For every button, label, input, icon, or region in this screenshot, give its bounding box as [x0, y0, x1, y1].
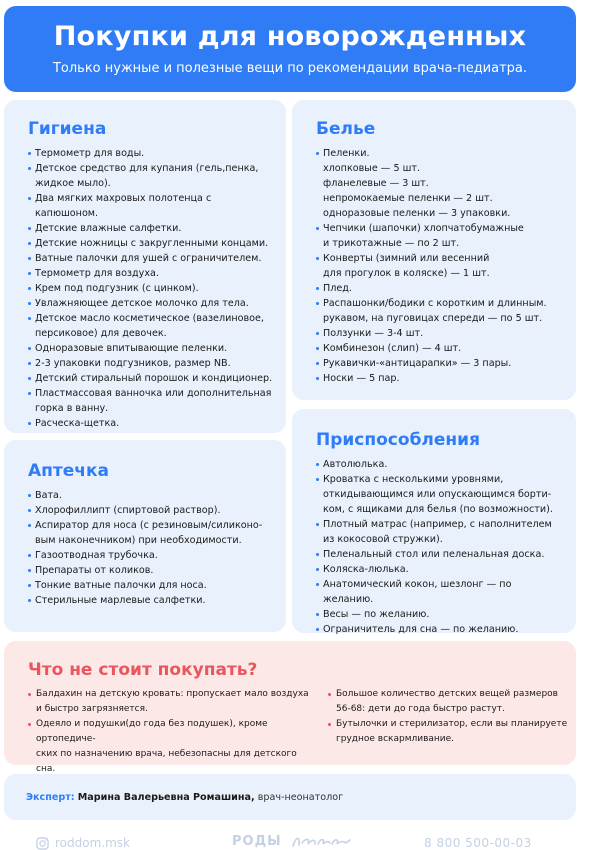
list-item: хлопковые — 5 шт. — [323, 163, 421, 174]
list-item: 2-3 упаковки подгузников, размер NB. — [28, 356, 274, 371]
list-item: ских по назначению врача, небезопасны для детского сна. — [36, 749, 297, 774]
list-item: Расческа-щетка. — [28, 416, 274, 431]
expert-label: Эксперт: — [26, 792, 75, 803]
linen-card — [292, 100, 576, 400]
first-aid-title: Аптечка — [28, 461, 109, 481]
list-item: Конверты (зимний или весенний — [316, 251, 564, 266]
list-item: Детский стиральный порошок и кондиционер. — [28, 371, 274, 386]
list-item: Балдахин на детскую кровать: пропускает мало воздуха — [28, 687, 313, 702]
list-item: фланелевые — 3 шт. — [323, 178, 429, 189]
list-item: Чепчики (шапочки) хлопчатобумажные — [316, 221, 564, 236]
list-item: Большое количество детских вещей размеров — [328, 687, 578, 702]
gear-card — [292, 409, 576, 633]
list-item: вым наконечником) при необходимости. — [35, 535, 242, 546]
list-item: Кроватка с несколькими уровнями, — [316, 472, 564, 487]
list-item: Препараты от коликов. — [28, 563, 274, 578]
list-item: жидкое мыло). — [35, 178, 111, 189]
list-item: Бутылочки и стерилизатор, если вы планируете — [328, 717, 578, 732]
expert-role: врач-неонатолог — [257, 792, 344, 803]
list-item: Пеленки. — [316, 146, 564, 161]
list-item: Анатомический кокон, шезлонг — по желанию. — [316, 577, 564, 607]
dont-buy-list-left — [28, 687, 313, 777]
list-item: Носки — 5 пар. — [316, 371, 564, 386]
list-item: одноразовые пеленки — 3 упаковки. — [323, 208, 511, 219]
list-item: Одноразовые впитывающие пеленки. — [28, 341, 274, 356]
instagram-link[interactable] — [36, 836, 130, 850]
list-item: Детские влажные салфетки. — [28, 221, 274, 236]
first-aid-list — [28, 488, 274, 608]
list-item: Два мягких махровых полотенца с капюшоном. — [28, 191, 274, 221]
page-subtitle: Только нужные и полезные вещи по рекомендации врача-педиатра. — [52, 61, 528, 76]
first-aid-card — [4, 440, 286, 632]
list-item: горка в ванну. — [35, 403, 109, 414]
hygiene-title: Гигиена — [28, 119, 107, 139]
list-item: и трикотажные — по 2 шт. — [323, 238, 460, 249]
footer — [0, 832, 600, 850]
list-item: Ватные палочки для ушей с ограничителем. — [28, 251, 274, 266]
list-item: грудное вскармливание. — [336, 734, 455, 744]
phone-number[interactable]: 8 800 500-00-03 — [424, 836, 532, 850]
list-item: ком, с ящиками для белья (по возможности). — [323, 504, 553, 515]
list-item: для прогулок в коляске) — 1 шт. — [323, 268, 490, 279]
list-item: Ползунки — 3-4 шт. — [316, 326, 564, 341]
list-item: Термометр для воздуха. — [28, 266, 274, 281]
gear-list — [316, 457, 564, 637]
dont-buy-list-right — [328, 687, 578, 747]
expert-name: Марина Валерьевна Ромашина, — [77, 792, 255, 803]
list-item: из кокосовой стружки). — [323, 534, 443, 545]
instagram-icon — [36, 837, 49, 850]
list-item: персиковое) для девочек. — [35, 328, 167, 339]
list-item: и быстро загрязняется. — [36, 704, 148, 714]
gear-title: Приспособления — [316, 430, 480, 450]
list-item: Хлорофиллипт (спиртовой раствор). — [28, 503, 274, 518]
list-item: Тонкие ватные палочки для носа. — [28, 578, 274, 593]
list-item: Коляска-люлька. — [316, 562, 564, 577]
dont-buy-card — [4, 641, 576, 774]
list-item: рукавом, на пуговицах спереди — по 5 шт. — [323, 313, 543, 324]
list-item: Рукавички-«антицарапки» — 3 пары. — [316, 356, 564, 371]
list-item: Весы — по желанию. — [316, 607, 564, 622]
linen-title: Белье — [316, 119, 376, 139]
brand-name: РОДЫ — [232, 834, 282, 849]
list-item: Ограничитель для сна — по желанию. — [316, 622, 564, 637]
page-title: Покупки для новорожденных — [53, 21, 527, 52]
list-item: Стерильные марлевые салфетки. — [28, 593, 274, 608]
list-item: Плед. — [316, 281, 564, 296]
dont-buy-title: Что не стоит покупать? — [28, 660, 258, 680]
linen-list — [316, 146, 564, 386]
list-item: откидывающимся или опускающимся борти- — [323, 489, 552, 500]
list-item: Термометр для воды. — [28, 146, 274, 161]
list-item: Пластмассовая ванночка или дополнительная — [28, 386, 274, 401]
list-item: непромокаемые пеленки — 2 шт. — [323, 193, 493, 204]
list-item: Детское средство для купания (гель,пенка, — [28, 161, 274, 176]
expert-card — [4, 774, 576, 820]
list-item: Газоотводная трубочка. — [28, 548, 274, 563]
instagram-handle: roddom.msk — [55, 836, 130, 850]
list-item: Пеленальный стол или пеленальная доска. — [316, 547, 564, 562]
list-item: Детское масло косметическое (вазелиновое, — [28, 311, 274, 326]
list-item: 56-68: дети до года быстро растут. — [336, 704, 505, 714]
list-item: Увлажняющее детское молочко для тела. — [28, 296, 274, 311]
list-item: Распашонки/бодики с коротким и длинным. — [316, 296, 564, 311]
page-header — [4, 6, 576, 92]
hygiene-list — [28, 146, 274, 431]
brand-script-logo — [290, 832, 352, 850]
list-item: Вата. — [28, 488, 274, 503]
list-item: Комбинезон (слип) — 4 шт. — [316, 341, 564, 356]
list-item: Детские ножницы с закругленными концами. — [28, 236, 274, 251]
list-item: Одеяло и подушки(до года без подушек), кроме ортопедиче- — [28, 717, 313, 747]
list-item: Аспиратор для носа (с резиновым/силиконо- — [28, 518, 274, 533]
list-item: Плотный матрас (например, с наполнителем — [316, 517, 564, 532]
list-item: Автолюлька. — [316, 457, 564, 472]
list-item: Крем под подгузник (с цинком). — [28, 281, 274, 296]
hygiene-card — [4, 100, 286, 433]
